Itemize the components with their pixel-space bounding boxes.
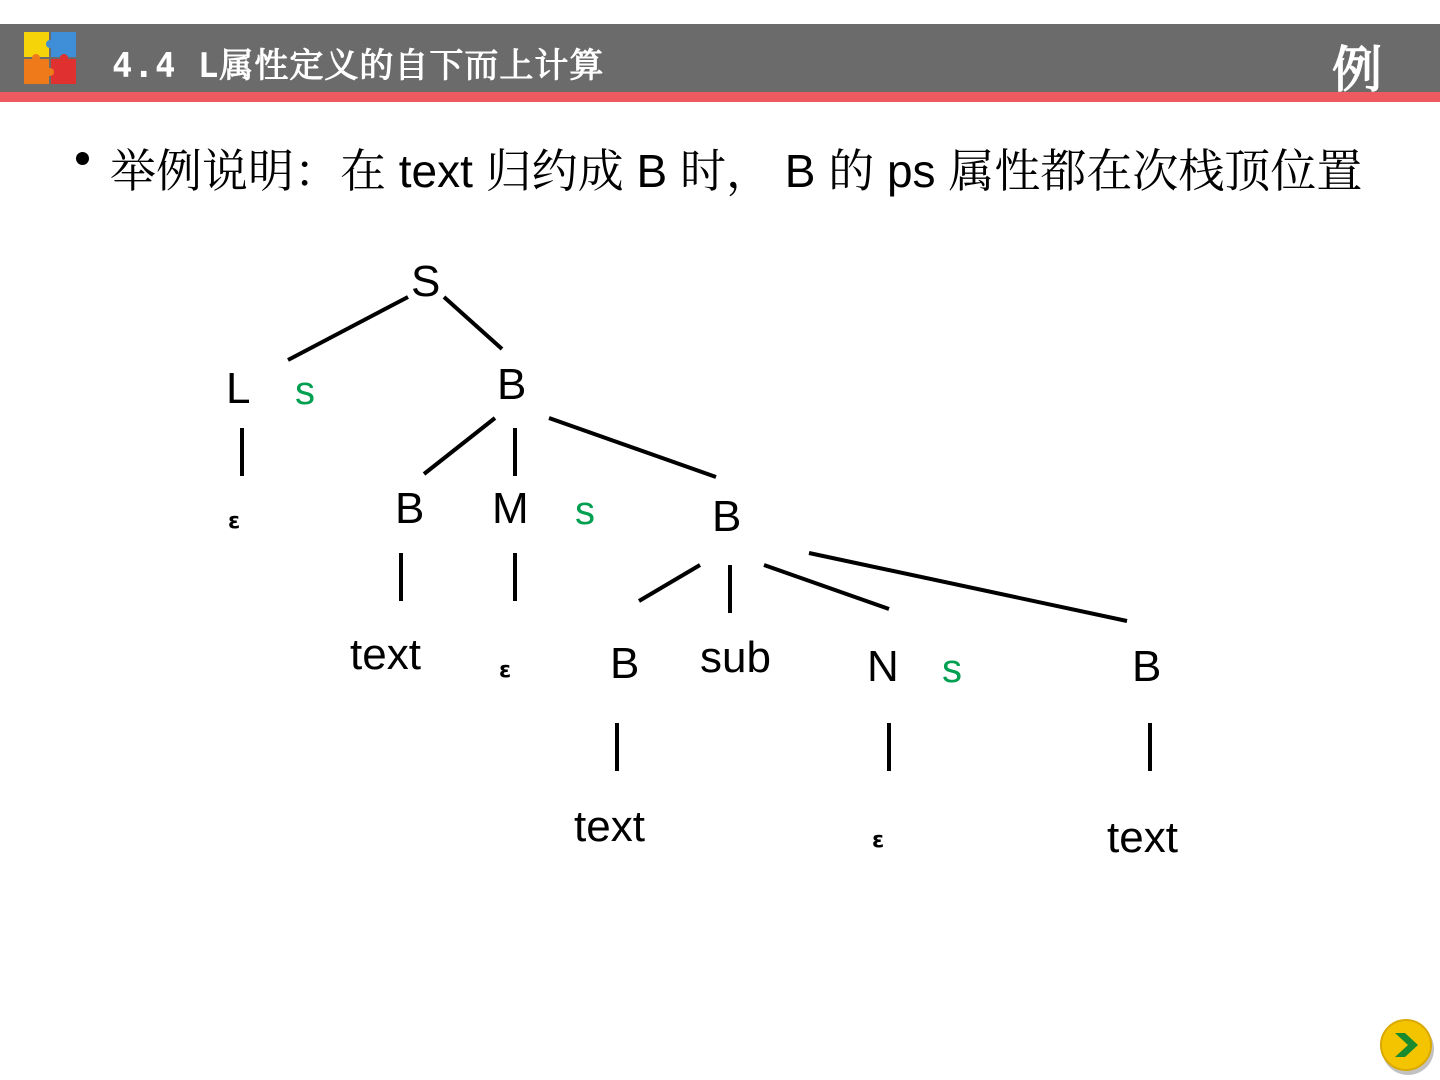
tree-node-text-3: text <box>1107 813 1178 862</box>
edge-B1-B3 <box>549 418 716 477</box>
attr-label-M-s: s <box>575 489 595 533</box>
bullet-text: 举例说明：在 text 归约成 B 时， B 的 ps 属性都在次栈顶位置 <box>110 145 1363 197</box>
tree-node-B1: B <box>497 360 527 409</box>
tree-node-M: M <box>492 484 529 533</box>
tree-node-epsilon-2: ε <box>499 658 512 683</box>
tree-node-epsilon-3: ε <box>872 828 885 853</box>
next-slide-button[interactable] <box>1376 1016 1436 1076</box>
attr-label-N-s: s <box>942 647 962 691</box>
tree-node-N: N <box>867 642 899 691</box>
tree-node-B3: B <box>712 492 742 541</box>
tree-node-epsilon-1: ε <box>228 509 241 534</box>
edge-B3-B5 <box>809 553 1127 621</box>
tree-node-text-2: text <box>574 802 645 851</box>
edge-B3-B4 <box>639 565 700 601</box>
edge-B1-B2 <box>424 418 495 474</box>
edge-S-L <box>288 297 408 360</box>
tree-node-B4: B <box>610 639 640 688</box>
page-title: 4.4 L属性定义的自下而上计算 <box>112 46 605 86</box>
tree-node-text-1: text <box>350 630 421 679</box>
tree-node-sub: sub <box>700 633 771 682</box>
section-tag: 例 <box>1332 40 1382 99</box>
edge-B3-N <box>764 565 889 609</box>
tree-node-B5: B <box>1132 642 1162 691</box>
tree-node-S: S <box>411 257 441 306</box>
tree-node-L: L <box>226 364 251 413</box>
attr-label-L-s: s <box>295 369 315 413</box>
edge-S-B1 <box>444 297 502 349</box>
tree-node-B2: B <box>395 484 425 533</box>
